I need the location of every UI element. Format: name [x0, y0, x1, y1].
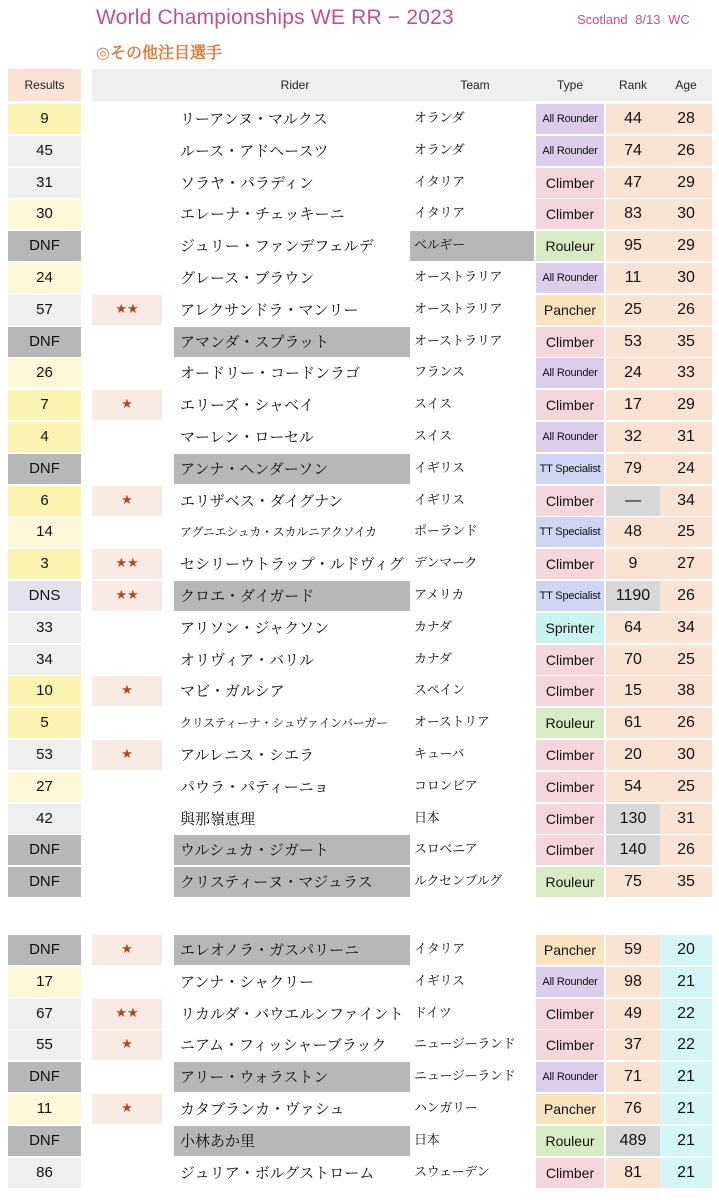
- rank-cell: 83: [606, 199, 660, 229]
- result-cell: DNF: [8, 867, 81, 897]
- rider-name: リカルダ・バウエルンファイント: [180, 1004, 404, 1023]
- table-row: [0, 613, 719, 643]
- rider-name: ソラヤ・パラディン: [180, 173, 314, 192]
- rating-stars: [92, 835, 162, 865]
- team-name: コロンビア: [414, 778, 478, 794]
- rank-cell: 48: [606, 517, 660, 547]
- rating-stars: [92, 1062, 162, 1092]
- rank-cell: 59: [606, 935, 660, 965]
- rider-name: 與那嶺恵理: [180, 809, 256, 828]
- result-cell: 26: [8, 358, 81, 388]
- rank-cell: 20: [606, 740, 660, 770]
- rider-name: マビ・ガルシア: [180, 682, 285, 701]
- team-name: オランダ: [414, 142, 465, 158]
- table-row: [0, 390, 719, 420]
- team-name: カナダ: [414, 651, 452, 667]
- team-name: デンマーク: [414, 556, 478, 572]
- rating-stars: [92, 327, 162, 357]
- rating-stars: ★★: [92, 295, 162, 325]
- rank-cell: 79: [606, 454, 660, 484]
- rider-name: オリヴィア・バリル: [180, 650, 315, 669]
- rating-stars: [92, 104, 162, 134]
- age-cell: 21: [660, 1158, 712, 1188]
- rider-type-badge: Rouleur: [536, 1126, 604, 1156]
- rating-stars: [92, 613, 162, 643]
- table-row: [0, 168, 719, 198]
- rating-stars: [92, 358, 162, 388]
- rank-cell: 54: [606, 772, 660, 802]
- team-name: スペイン: [414, 683, 465, 699]
- header-rank: Rank: [618, 78, 647, 92]
- result-cell: 17: [8, 967, 81, 997]
- table-row: [0, 327, 719, 357]
- race-meta: Scotland 8/13 WC: [577, 12, 690, 27]
- age-cell: 25: [660, 772, 712, 802]
- rider-type-badge: All Rounder: [536, 422, 604, 452]
- table-row: [0, 935, 719, 965]
- rider-name: 小林あか里: [174, 1126, 410, 1156]
- team-name: アメリカ: [414, 588, 464, 603]
- result-cell: 27: [8, 772, 81, 802]
- rider-type-badge: All Rounder: [536, 967, 604, 997]
- team-name: イギリス: [414, 973, 465, 989]
- rider-type-badge: Pancher: [536, 1094, 604, 1124]
- result-cell: 6: [8, 486, 81, 516]
- result-cell: 24: [8, 263, 81, 293]
- age-cell: 29: [660, 390, 712, 420]
- result-cell: 67: [8, 999, 81, 1029]
- rider-name: エリザベス・ダイグナン: [180, 491, 344, 510]
- rider-type-badge: All Rounder: [536, 104, 604, 134]
- table-row: [0, 999, 719, 1029]
- header-age: Age: [675, 78, 697, 92]
- header-results: Results: [8, 69, 81, 101]
- team-name: ポーランド: [414, 524, 478, 540]
- rank-cell: 15: [606, 676, 660, 706]
- rider-type-badge: Climber: [536, 168, 604, 198]
- team-name: イタリア: [414, 206, 465, 222]
- table-row: [0, 645, 719, 675]
- age-cell: 34: [660, 613, 712, 643]
- rider-type-badge: TT Specialist: [536, 454, 604, 484]
- rider-type-badge: Climber: [536, 390, 604, 420]
- rating-stars: [92, 1126, 162, 1156]
- result-cell: DNF: [8, 1062, 81, 1092]
- rating-stars: ★★: [92, 549, 162, 579]
- rank-cell: 71: [606, 1062, 660, 1092]
- rider-name: クリスティーヌ・マジュラス: [174, 867, 410, 897]
- team-name: スロベニア: [414, 842, 478, 858]
- rank-cell: 25: [606, 295, 660, 325]
- rider-type-badge: TT Specialist: [536, 581, 604, 611]
- rider-name: ジュリー・ファンデフェルデ: [180, 237, 374, 256]
- rider-type-badge: Climber: [536, 804, 604, 834]
- age-cell: 26: [660, 136, 712, 166]
- result-cell: 45: [8, 136, 81, 166]
- rider-name: マーレン・ローセル: [180, 428, 315, 446]
- rider-name: アリソン・ジャクソン: [180, 618, 330, 637]
- rider-name: エレオノラ・ガスパリーニ: [174, 935, 410, 965]
- age-cell: 21: [660, 1062, 712, 1092]
- rank-cell: 70: [606, 645, 660, 675]
- rating-stars: ★: [92, 740, 162, 770]
- rider-name: パウラ・パティーニョ: [180, 777, 329, 796]
- age-cell: 21: [660, 967, 712, 997]
- table-row: [0, 263, 719, 293]
- team-name: イタリア: [414, 942, 465, 957]
- result-cell: 3: [8, 549, 81, 579]
- rider-type-badge: Climber: [536, 999, 604, 1029]
- age-cell: 26: [660, 295, 712, 325]
- rank-cell: 24: [606, 358, 660, 388]
- rider-name: エリーズ・シャベイ: [180, 396, 314, 415]
- rider-type-badge: All Rounder: [536, 358, 604, 388]
- rank-cell: 75: [606, 867, 660, 897]
- result-cell: 30: [8, 199, 81, 229]
- age-cell: 30: [660, 740, 712, 770]
- rider-type-badge: Climber: [536, 486, 604, 516]
- team-name: ハンガリー: [414, 1101, 478, 1116]
- rating-stars: ★: [92, 935, 162, 965]
- result-cell: DNF: [8, 231, 81, 261]
- team-name: 日本: [414, 810, 440, 826]
- table-row: [0, 676, 719, 706]
- age-cell: 26: [660, 835, 712, 865]
- age-cell: 31: [660, 422, 712, 452]
- team-name: オランダ: [414, 111, 465, 126]
- table-row: [0, 1062, 719, 1092]
- rider-name: カタブランカ・ヴァシュ: [180, 1100, 345, 1118]
- table-row: [0, 835, 719, 865]
- table-row: [0, 708, 719, 738]
- rank-cell: 98: [606, 967, 660, 997]
- rating-stars: [92, 967, 162, 997]
- rider-type-badge: Rouleur: [536, 867, 604, 897]
- rank-cell: 37: [606, 1030, 660, 1060]
- team-name: ニュージーランド: [414, 1037, 516, 1053]
- table-row: [0, 1126, 719, 1156]
- team-name: スイス: [414, 397, 452, 413]
- rider-name: アグニエシュカ・スカルニアクソイカ: [180, 525, 377, 540]
- rank-cell: 95: [606, 231, 660, 261]
- age-cell: 29: [660, 231, 712, 261]
- rider-name: クロエ・ダイガード: [174, 581, 410, 611]
- table-row: [0, 804, 719, 834]
- age-cell: 21: [660, 1094, 712, 1124]
- rider-type-badge: All Rounder: [536, 263, 604, 293]
- age-cell: 31: [660, 804, 712, 834]
- rider-name: エレーナ・チェッキーニ: [180, 205, 345, 224]
- rider-type-badge: Sprinter: [536, 613, 604, 643]
- team-name: イギリス: [414, 492, 465, 508]
- result-cell: DNF: [8, 935, 81, 965]
- rank-cell: 44: [606, 104, 660, 134]
- rider-type-badge: Climber: [536, 1158, 604, 1188]
- rating-stars: [92, 645, 162, 675]
- age-cell: 38: [660, 676, 712, 706]
- table-row: [0, 772, 719, 802]
- rank-cell: 32: [606, 422, 660, 452]
- rating-stars: ★: [92, 1030, 162, 1060]
- team-name: オーストラリア: [414, 270, 503, 285]
- team-name: イタリア: [414, 174, 465, 190]
- rank-cell: 47: [606, 168, 660, 198]
- age-cell: 29: [660, 168, 712, 198]
- rank-cell: 53: [606, 327, 660, 357]
- table-row: [0, 295, 719, 325]
- rating-stars: ★: [92, 390, 162, 420]
- rider-name: アンナ・ヘンダーソン: [174, 454, 410, 484]
- result-cell: 14: [8, 517, 81, 547]
- rating-stars: ★★: [92, 581, 162, 611]
- table-row: [0, 1158, 719, 1188]
- team-name: オーストラリア: [414, 333, 503, 349]
- header-type: Type: [556, 78, 583, 92]
- table-row: [0, 231, 719, 261]
- table-row: [0, 740, 719, 770]
- rating-stars: [92, 454, 162, 484]
- team-name: ルクセンブルグ: [414, 874, 502, 890]
- rank-cell: 76: [606, 1094, 660, 1124]
- rider-type-badge: Climber: [536, 199, 604, 229]
- header-rider: Rider: [280, 78, 310, 92]
- table-row: [0, 486, 719, 516]
- rating-stars: [92, 231, 162, 261]
- rating-stars: ★: [92, 486, 162, 516]
- result-cell: DNF: [8, 835, 81, 865]
- result-cell: DNF: [8, 1126, 81, 1156]
- age-cell: 22: [660, 1030, 712, 1060]
- team-name: イギリス: [414, 460, 465, 476]
- result-cell: 57: [8, 295, 81, 325]
- rating-stars: [92, 422, 162, 452]
- rider-name: アンナ・シャクリー: [180, 972, 315, 991]
- rider-name: ルース・アドヘースツ: [180, 141, 329, 160]
- age-cell: 25: [660, 517, 712, 547]
- table-row: [0, 1030, 719, 1060]
- age-cell: 27: [660, 549, 712, 579]
- rating-stars: ★: [92, 1094, 162, 1124]
- rider-type-badge: Climber: [536, 676, 604, 706]
- rider-name: リーアンヌ・マルクス: [180, 110, 328, 128]
- result-cell: 5: [8, 708, 81, 738]
- result-cell: 33: [8, 613, 81, 643]
- rider-name: クリスティーナ・シュヴァインバーガー: [180, 716, 388, 731]
- team-name: オーストラリア: [414, 301, 503, 317]
- result-cell: DNF: [8, 454, 81, 484]
- rating-stars: [92, 772, 162, 802]
- rank-cell: 11: [606, 263, 660, 293]
- rider-name: ニアム・フィッシャーブラック: [180, 1036, 387, 1055]
- age-cell: 24: [660, 454, 712, 484]
- age-cell: 20: [660, 935, 712, 965]
- table-row: [0, 581, 719, 611]
- result-cell: 55: [8, 1030, 81, 1060]
- rider-type-badge: Pancher: [536, 935, 604, 965]
- table-row: [0, 136, 719, 166]
- rank-cell: ―: [606, 486, 660, 516]
- result-cell: 9: [8, 104, 81, 134]
- rank-cell: 9: [606, 549, 660, 579]
- team-name: スウェーデン: [414, 1164, 490, 1180]
- result-cell: 7: [8, 390, 81, 420]
- age-cell: 35: [660, 867, 712, 897]
- rank-cell: 61: [606, 708, 660, 738]
- rank-cell: 81: [606, 1158, 660, 1188]
- header-team: Team: [460, 78, 490, 92]
- rider-name: アレクサンドラ・マンリー: [180, 300, 359, 319]
- age-cell: 21: [660, 1126, 712, 1156]
- team-name: オーストリア: [414, 715, 490, 731]
- table-row: [0, 967, 719, 997]
- team-name: カナダ: [414, 619, 452, 635]
- table-row: [0, 454, 719, 484]
- age-cell: 35: [660, 327, 712, 357]
- result-cell: 10: [8, 676, 81, 706]
- rider-name: セシリーウトラップ・ルドヴィグ: [180, 555, 404, 574]
- age-cell: 25: [660, 645, 712, 675]
- rider-name: オードリー・コードンラゴ: [180, 364, 361, 383]
- rating-stars: [92, 867, 162, 897]
- rank-cell: 130: [606, 804, 660, 834]
- section-subtitle: ◎その他注目選手: [96, 43, 222, 62]
- table-header: [0, 69, 719, 101]
- result-cell: 86: [8, 1158, 81, 1188]
- age-cell: 30: [660, 199, 712, 229]
- rating-stars: [92, 168, 162, 198]
- rider-type-badge: Rouleur: [536, 231, 604, 261]
- rider-type-badge: Climber: [536, 549, 604, 579]
- table-row: [0, 517, 719, 547]
- rider-type-badge: Climber: [536, 835, 604, 865]
- rating-stars: ★: [92, 676, 162, 706]
- result-cell: DNS: [8, 581, 81, 611]
- rider-name: アマンダ・スプラット: [174, 327, 410, 357]
- rank-cell: 74: [606, 136, 660, 166]
- rating-stars: [92, 199, 162, 229]
- table-row: [0, 199, 719, 229]
- team-name: 日本: [414, 1132, 440, 1148]
- age-cell: 33: [660, 358, 712, 388]
- result-cell: 31: [8, 168, 81, 198]
- rating-stars: [92, 804, 162, 834]
- rank-cell: 1190: [606, 581, 660, 611]
- rating-stars: [92, 517, 162, 547]
- rider-type-badge: Climber: [536, 327, 604, 357]
- rider-type-badge: Pancher: [536, 295, 604, 325]
- rider-name: アリー・ウォラストン: [174, 1062, 410, 1092]
- rank-cell: 64: [606, 613, 660, 643]
- age-cell: 22: [660, 999, 712, 1029]
- team-name: キューバ: [414, 747, 465, 762]
- result-cell: 42: [8, 804, 81, 834]
- age-cell: 26: [660, 708, 712, 738]
- rating-stars: [92, 136, 162, 166]
- team-name: フランス: [414, 365, 465, 381]
- rider-name: ウルシュカ・ジガート: [174, 835, 410, 865]
- rider-type-badge: Climber: [536, 1030, 604, 1060]
- rank-cell: 49: [606, 999, 660, 1029]
- table-row: [0, 422, 719, 452]
- page-title: World Championships WE RR − 2023: [96, 6, 454, 29]
- table-row: [0, 104, 719, 134]
- rider-type-badge: All Rounder: [536, 1062, 604, 1092]
- team-name: スイス: [414, 429, 452, 444]
- team-name: ニュージーランド: [414, 1069, 516, 1085]
- table-row: [0, 1094, 719, 1124]
- age-cell: 26: [660, 581, 712, 611]
- age-cell: 34: [660, 486, 712, 516]
- rider-type-badge: Climber: [536, 772, 604, 802]
- rating-stars: ★★: [92, 999, 162, 1029]
- rider-type-badge: All Rounder: [536, 136, 604, 166]
- team-name: ベルギー: [410, 231, 534, 261]
- rider-type-badge: Climber: [536, 645, 604, 675]
- rider-name: グレース・ブラウン: [180, 269, 315, 287]
- rating-stars: [92, 1158, 162, 1188]
- table-row: [0, 867, 719, 897]
- result-cell: DNF: [8, 327, 81, 357]
- rank-cell: 489: [606, 1126, 660, 1156]
- age-cell: 30: [660, 263, 712, 293]
- table-row: [0, 549, 719, 579]
- rider-name: アルレニス・シエラ: [180, 746, 315, 764]
- rating-stars: [92, 708, 162, 738]
- rating-stars: [92, 263, 162, 293]
- table-row: [0, 358, 719, 388]
- rank-cell: 140: [606, 835, 660, 865]
- result-cell: 11: [8, 1094, 81, 1124]
- team-name: ドイツ: [414, 1005, 452, 1021]
- rider-name: ジュリア・ボルグストローム: [180, 1163, 375, 1182]
- age-cell: 28: [660, 104, 712, 134]
- rider-type-badge: TT Specialist: [536, 517, 604, 547]
- result-cell: 34: [8, 645, 81, 675]
- result-cell: 4: [8, 422, 81, 452]
- rank-cell: 17: [606, 390, 660, 420]
- rider-type-badge: Climber: [536, 740, 604, 770]
- result-cell: 53: [8, 740, 81, 770]
- rider-type-badge: Rouleur: [536, 708, 604, 738]
